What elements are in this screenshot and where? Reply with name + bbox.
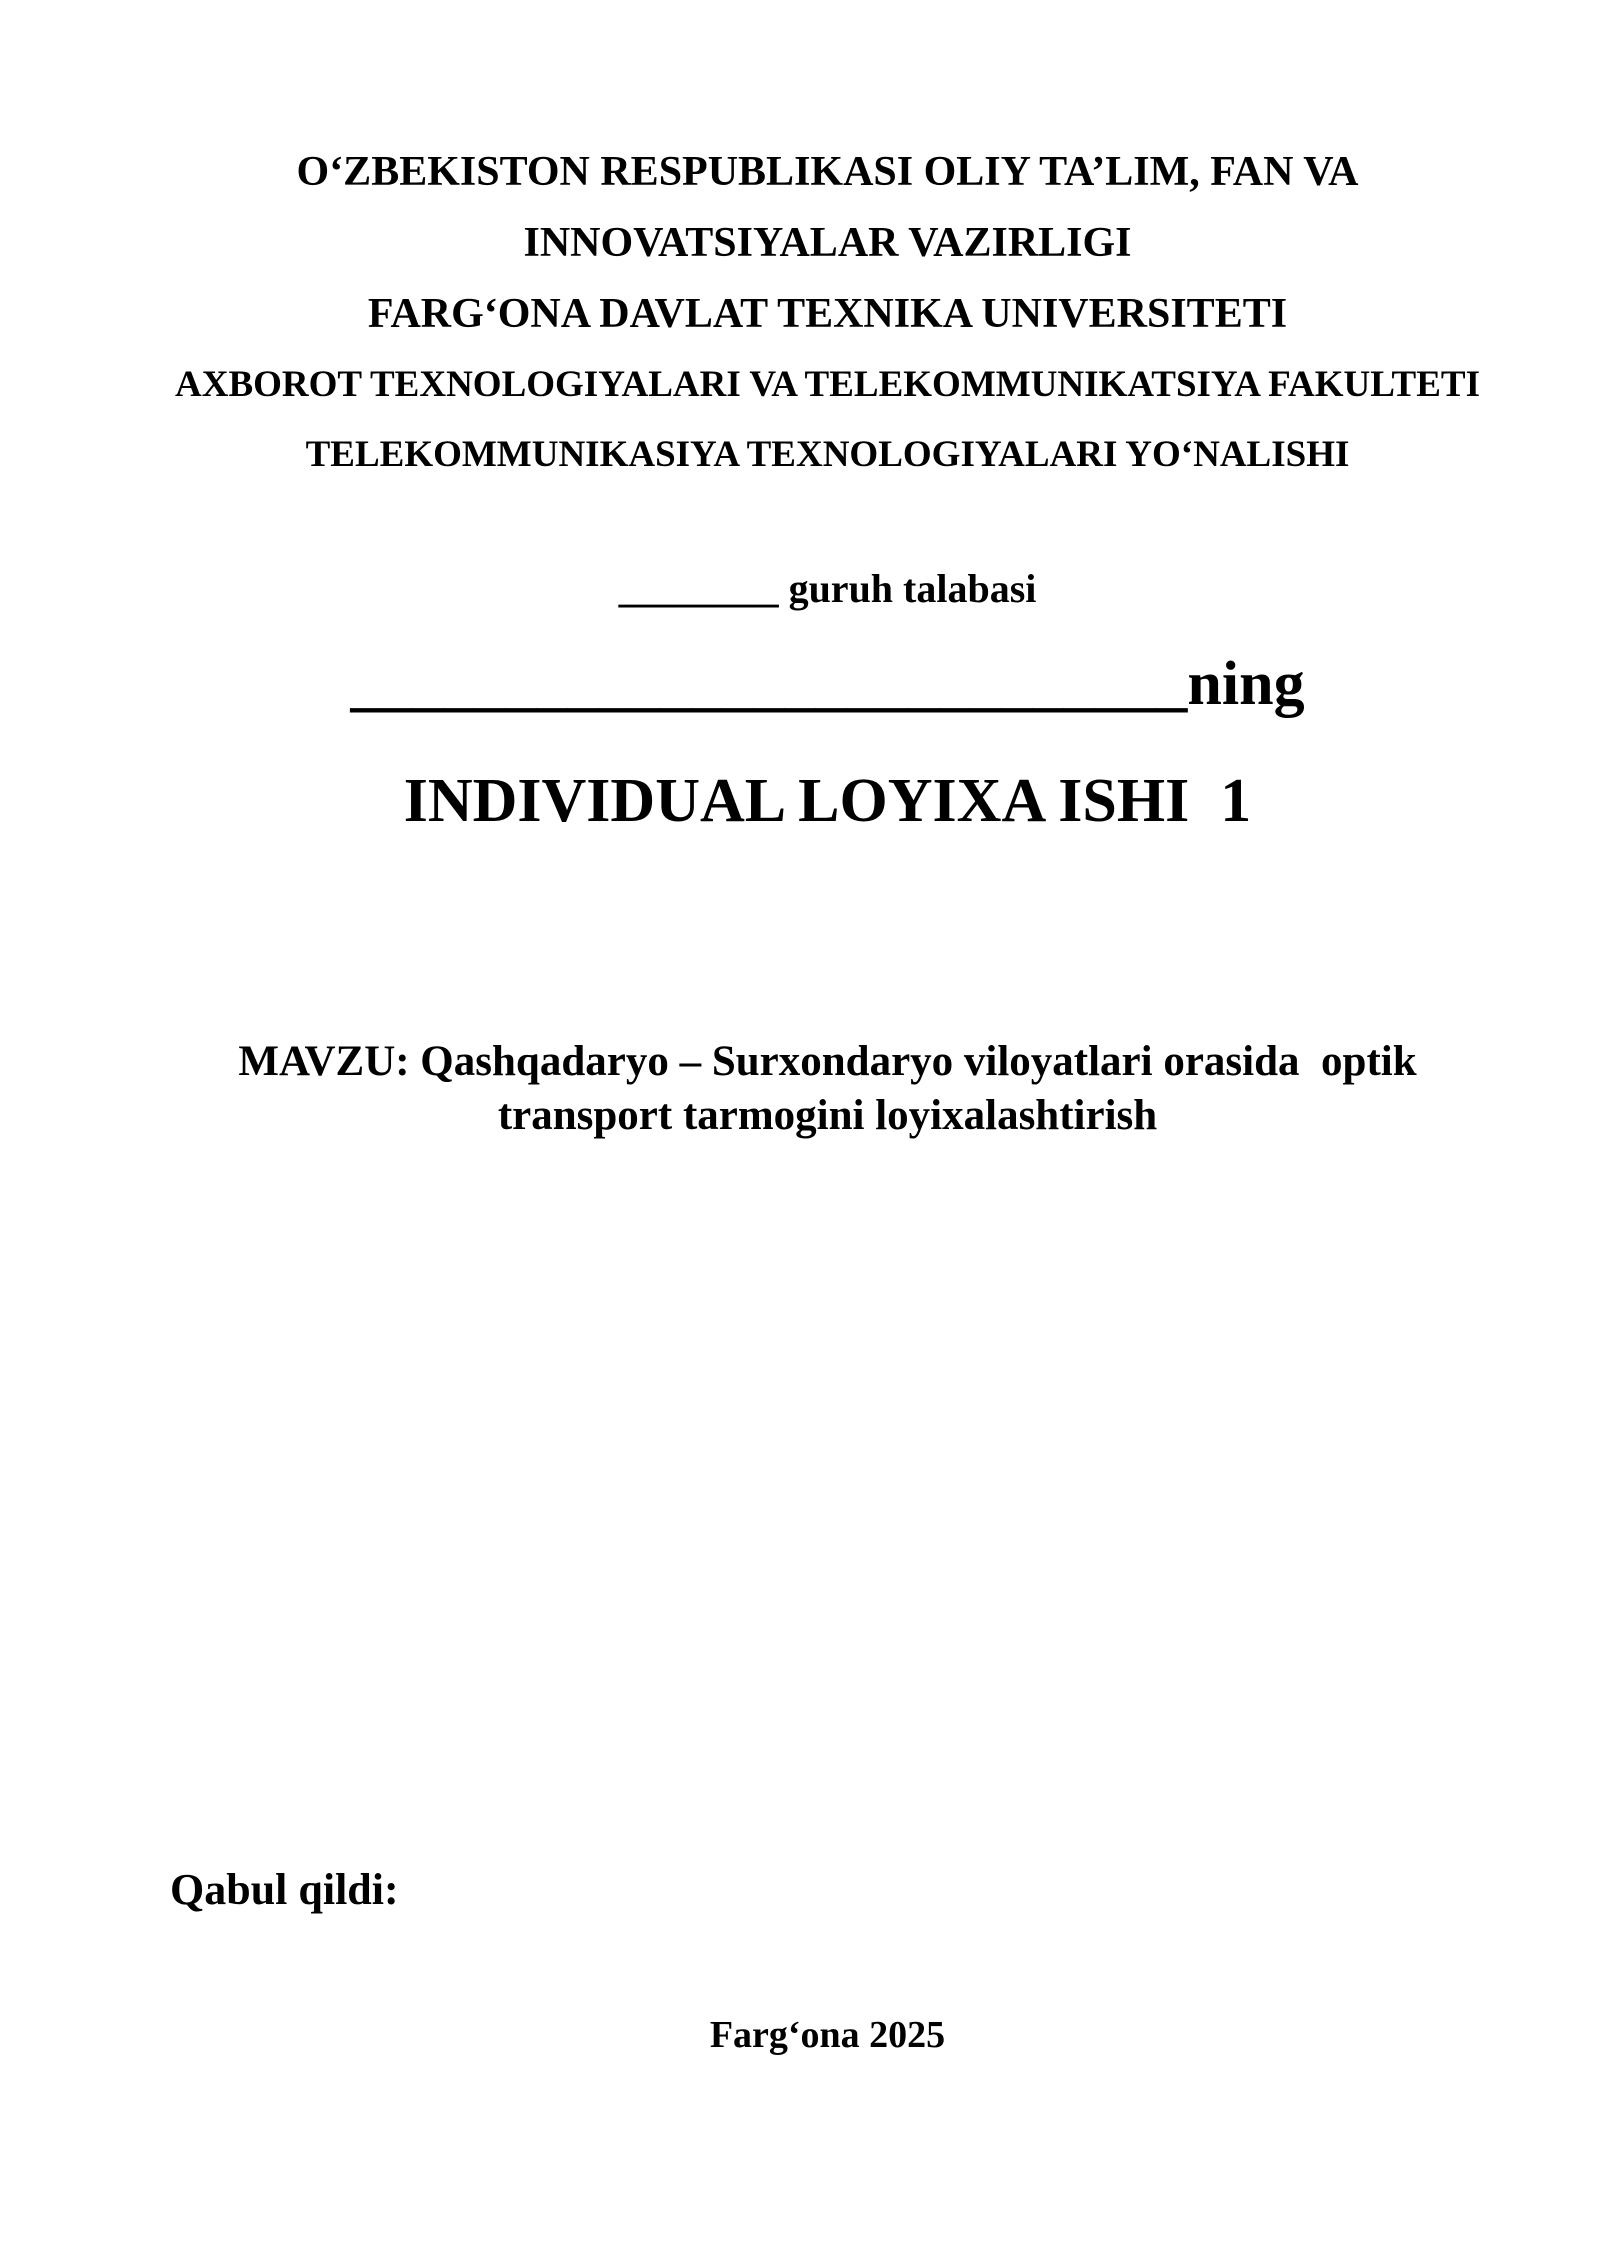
place-year-line: Farg‘ona 2025 [709, 2014, 946, 2056]
header-ministry-line-1: O‘ZBEKISTON RESPUBLIKASI OLIY TA’LIM, FAN VA [296, 149, 1359, 195]
topic-line-2: transport tarmogini loyixalashtirish [497, 1092, 1158, 1139]
title-page-header [170, 137, 1485, 490]
header-faculty-line: AXBOROT TEXNOLOGIYALARI VA TELEKOMMUNIKATSIYA FAKULTETI [175, 364, 1480, 405]
header-direction-line: TELEKOMMUNIKASIYA TEXNOLOGIYALARI YO‘NALISHI [305, 434, 1350, 475]
student-name-blank-line: ___________________________ning [350, 650, 1305, 718]
work-title: INDIVIDUAL LOYIXA ISHI 1 [403, 767, 1252, 835]
header-ministry-line-2: INNOVATSIYALAR VAZIRLIGI [523, 220, 1132, 266]
topic-block [170, 1035, 1485, 1143]
group-blank-line: ________ guruh talabasi [618, 566, 1037, 611]
accepted-by-label: Qabul qildi: [170, 1865, 399, 1914]
header-university-line: FARG‘ONA DAVLAT TEXNIKA UNIVERSITETI [367, 291, 1288, 337]
topic-line-1: MAVZU: Qashqadaryo – Surxondaryo viloyatlari orasida optik [238, 1038, 1417, 1085]
